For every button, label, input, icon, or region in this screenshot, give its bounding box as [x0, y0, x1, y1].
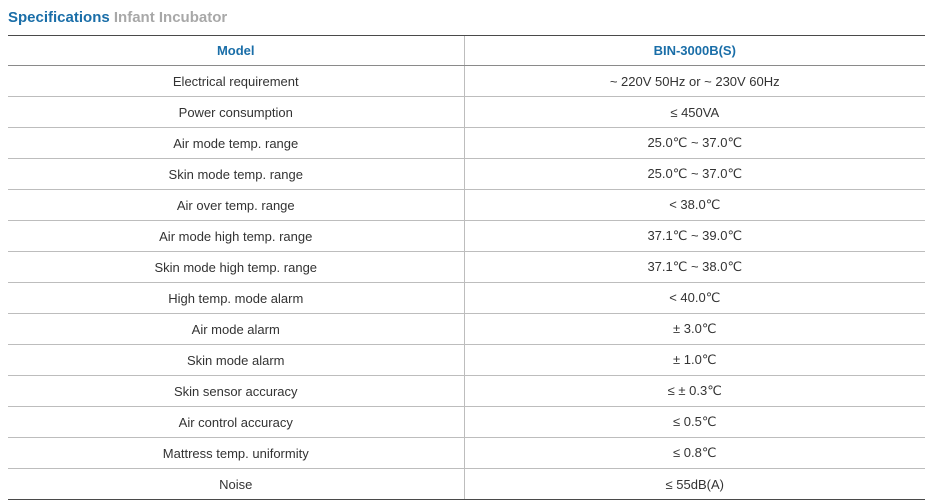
- table-row: [8, 438, 925, 469]
- table-row: [8, 376, 925, 407]
- spec-label: Air control accuracy: [8, 407, 464, 438]
- spec-value: < 38.0℃: [464, 190, 925, 221]
- spec-value: ≤ 55dB(A): [464, 469, 925, 500]
- spec-label: Power consumption: [8, 97, 464, 128]
- spec-label: Air over temp. range: [8, 190, 464, 221]
- spec-value: 37.1℃ ~ 38.0℃: [464, 252, 925, 283]
- table-row: [8, 283, 925, 314]
- spec-value: ± 1.0℃: [464, 345, 925, 376]
- spec-label: Air mode temp. range: [8, 128, 464, 159]
- title-subtitle: Infant Incubator: [113, 9, 228, 26]
- table-row: [8, 252, 925, 283]
- table-row: [8, 190, 925, 221]
- spec-value: ≤ ± 0.3℃: [464, 376, 925, 407]
- table-row: [8, 221, 925, 252]
- spec-value: 25.0℃ ~ 37.0℃: [464, 128, 925, 159]
- column-header-model: Model: [8, 36, 464, 66]
- spec-label: Air mode high temp. range: [8, 221, 464, 252]
- spec-label: Noise: [8, 469, 464, 500]
- spec-value: ≤ 450VA: [464, 97, 925, 128]
- spec-label: Skin mode temp. range: [8, 159, 464, 190]
- table-row: [8, 128, 925, 159]
- column-header-model-number: BIN-3000B(S): [464, 36, 925, 66]
- table-row: [8, 345, 925, 376]
- spec-label: Skin mode alarm: [8, 345, 464, 376]
- spec-value: ± 3.0℃: [464, 314, 925, 345]
- specifications-table: [8, 35, 925, 500]
- spec-value: 25.0℃ ~ 37.0℃: [464, 159, 925, 190]
- spec-label: Skin sensor accuracy: [8, 376, 464, 407]
- spec-value: ≤ 0.5℃: [464, 407, 925, 438]
- spec-label: Mattress temp. uniformity: [8, 438, 464, 469]
- spec-value: ~ 220V 50Hz or ~ 230V 60Hz: [464, 66, 925, 97]
- spec-value: < 40.0℃: [464, 283, 925, 314]
- spec-value: 37.1℃ ~ 39.0℃: [464, 221, 925, 252]
- table-row: [8, 314, 925, 345]
- page-title: [8, 8, 227, 28]
- spec-label: Electrical requirement: [8, 66, 464, 97]
- table-row: [8, 469, 925, 500]
- spec-label: Skin mode high temp. range: [8, 252, 464, 283]
- spec-label: High temp. mode alarm: [8, 283, 464, 314]
- table-row: [8, 407, 925, 438]
- table-row: [8, 159, 925, 190]
- title-main: Specifications: [8, 9, 110, 26]
- table-header-row: [8, 36, 925, 66]
- spec-label: Air mode alarm: [8, 314, 464, 345]
- table-row: [8, 66, 925, 97]
- table-row: [8, 97, 925, 128]
- spec-value: ≤ 0.8℃: [464, 438, 925, 469]
